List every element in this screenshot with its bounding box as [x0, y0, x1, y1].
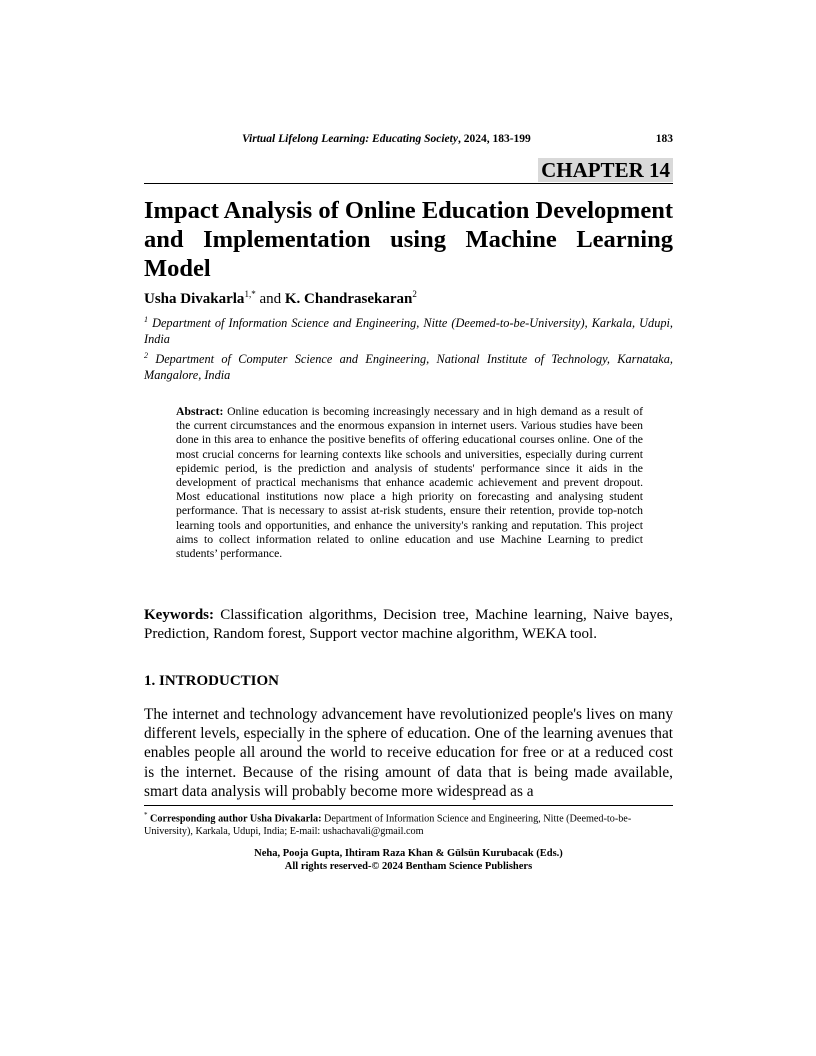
affiliation-mark: 1 [144, 315, 148, 324]
affiliation-text: Department of Information Science and Engineering, Nitte (Deemed-to-be-University), Karkala, Udupi, India [144, 316, 673, 346]
abstract-label: Abstract: [176, 405, 224, 418]
footnote-divider [144, 805, 673, 806]
abstract [176, 405, 643, 561]
author-affiliation-mark: 1,* [244, 289, 256, 299]
author-affiliation-mark: 2 [412, 289, 417, 299]
footnote-text: Department of Information Science and Engineering, Nitte (Deemed-to-be-University), Karkala, Udupi, India; E-mail: ushachavali@gmail.com [144, 813, 632, 838]
footnote-label: Corresponding author Usha Divakarla: [150, 813, 322, 825]
affiliation-text: Department of Computer Science and Engineering, National Institute of Technology, Karnataka, Mangalore, India [144, 352, 673, 382]
chapter-label: CHAPTER 14 [538, 158, 673, 182]
editors-line: Neha, Pooja Gupta, Ihtiram Raza Khan & Gülsün Kurubacak (Eds.) [254, 848, 563, 859]
publisher-info [144, 848, 673, 873]
introduction-paragraph: The internet and technology advancement have revolutionized people's lives on many different levels, especially in the sphere of education. One of the learning avenues that enables people all around the world to receive education for free or at a reduced cost is the internet. Because of the rising amount of data that is being made available, smart data analysis will probably become more widespread as a [144, 706, 673, 800]
chapter-header [144, 157, 673, 184]
section-heading: 1. INTRODUCTION [144, 673, 280, 689]
keywords [144, 606, 673, 644]
keywords-label: Keywords: [144, 607, 214, 623]
footnote-mark: * [144, 811, 148, 819]
author-conjunction: and [255, 291, 285, 307]
paper-title: Impact Analysis of Online Education Development and Implementation using Machine Learning Model [144, 197, 673, 282]
page-number: 183 [655, 133, 673, 145]
keywords-text: Classification algorithms, Decision tree, Machine learning, Naive bayes, Prediction, Random forest, Support vector machine algorithm, WEKA tool. [144, 607, 673, 642]
footnote [144, 809, 673, 838]
journal-title: Virtual Lifelong Learning: Educating Society [242, 133, 458, 145]
journal-citation [242, 133, 531, 145]
affiliation-2 [144, 348, 673, 383]
author-name: Usha Divakarla [144, 291, 245, 307]
abstract-text: Online education is becoming increasingly necessary and in high demand as a result of the current circumstances and the enormous expansion in internet users. Various studies have been done in this area to enhance the positive benefits of offering educational courses online. One of the most crucial concerns for learning contexts like schools and universities, especially during current epidemic period, is the prediction and analysis of students' performance since it aids in the development of practical mechanisms that enhance academic achievement and prevent dropout. Most educational institutions now place a high priority on forecasting and analysing student performance. That is necessary to assist at-risk students, ensure their retention, provide top-notch learning tools and opportunities, and enhance the university's ranking and reputation. This project aims to collect information related to online education and use Machine Learning to predict students’ performance. [176, 405, 643, 561]
author-name: K. Chandrasekaran [284, 291, 413, 307]
affiliation-mark: 2 [144, 351, 148, 360]
journal-details: , 2024, 183-199 [457, 133, 531, 145]
author-line [144, 289, 417, 308]
affiliation-1 [144, 312, 673, 347]
copyright-line: All rights reserved-© 2024 Bentham Science Publishers [284, 860, 533, 872]
